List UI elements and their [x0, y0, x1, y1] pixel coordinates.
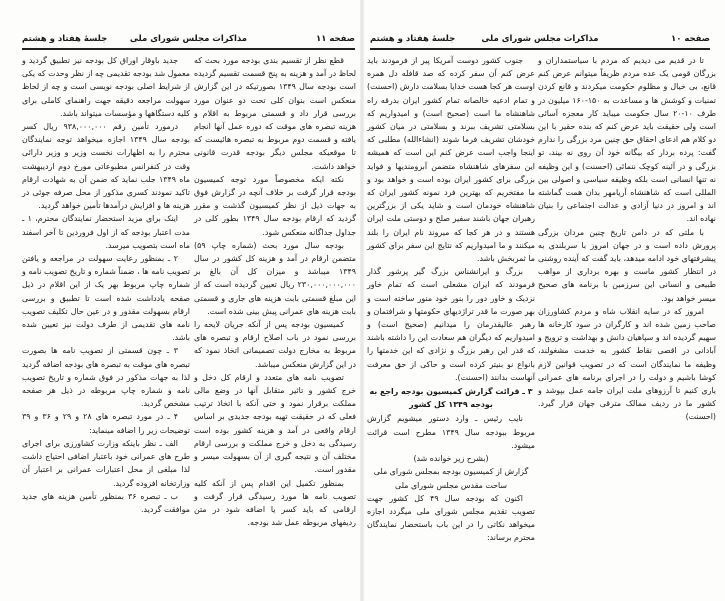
text-column: [538, 54, 716, 424]
paragraph: تصویب نامه های متعدد و ارقام کل دخل و خرج کشور و تاثیر متقابل آنها در وضع مالی مملکت برقرار نمود و حتی آنکه با اتخاذ ترتیب فعلی که در حقیقت تهیه بودجه جدیدی بر اساس ارقام واقعی در آمد و هزینه کشور بوده است رسیدگی به دخل و خرج مملکت و بررسی ارقام مختلف آن و نتیجه گیری از آن بسهولت میسر و مقدور است.: [194, 372, 356, 475]
paragraph: جنوب کشور دوست آمریکا پیر از فرمودند باید عرض کنم آن سفر کرده که صد قافله دل همره اوست هر کجا هست خدایا بسلامت دارش (احسنت) و تمام ادعیه خالصانه تمام کشور ایران بدرقه راه شاهنشاه ما است (صحیح است) و امیدواریم که بسلامتی تشریف ببرند و بسلامتی در میان کشور خودشان تشریف فرما شوند (انشاءالله) مطلبی که اینجا واجب است عرض کنم این است که همیشه این سفرهای شاهنشاه متضمن آبرومندیها و فواید بزرگی برای کشور ایران بوده است و خواهد بود و ما مفتخریم که بهترین فرد نمونه کشور ایران که شاهنشاه خودمان است و شاید یکی از بزرگترین رهبران جهان باشند سفیر صلح و دوستی ملت ایران هستند و در هر کجا که میروند نام ایران را بلند میکنند و ما امیدواریم که نتایج این سفر برای کشور ما ثمربخش باشد.: [367, 56, 535, 264]
running-title: مذاکرات مجلس شورای ملی: [129, 34, 248, 44]
paragraph: الف ـ نظر باینکه وزارت کشاورزی برای اجرای طرح های عمرانی خود باعتبار اضافی احتیاج داشت لذا مبلغی از محل اعتبارات عمرانی بر اعتبار آن وزارتخانه افزوده گردید.: [22, 438, 190, 488]
paragraph: نایب رئیس ـ وارد دستور میشویم گزارش مربوط ببودجه سال ۱۳۴۹ مطرح است قرائت میشود.: [367, 414, 535, 450]
paragraph: تا در قدیم می دیدیم که مردم با سیاستمداران و بزرگان قومی یک عده مردم ظریفاً میتوانم عرض کنم قانع، بی خیال و مظلوم حکومت میکردند و قانع کردن تمنیات و کوشش ها و مساعدت به ۱۵۰-۱۶۰ میلیون در طرف ۱۰-۲۰ سال حکومت میباید کار معجزه آسائی است ولی حقیقت باید عرض کنم که بنده حقیر با این دو کلام هم ادعای احقاق حق چنین مرد بزرگی را ندارم گفت: پرده بردار که بیگانه خود آن روی نه بیند، تو بزرگی و در آئینه کوچک ننمائی (احسنت) و این وظیفه نه تنها انسانی است بلکه وظیفه سیاسی و اصولی بین المللی است که شاهنشاه آریامهر بدان همت گماشته اند و امروز در دنیا آزادی و عدالت اجتماعی را بنیان نهاده اند.: [538, 56, 716, 224]
paragraph: قطع نظر از تقسیم بندی بودجه مورد بحث که لحاظ در آمد و هزینه به پنج قسمت تقسیم گردیده است بودجه سال ۱۳۴۹ بصورتیکه در این گزارش منعکس است بنوان کلی تحت دو عنوان مورد بررسی قرار داد و قسمتی مربوط به اقلام و هزینه تبصره های موقت که دوره عمل آنها انجام یافته و قسمت دوم مربوط به تبصره هائیست که تا موقعیکه مجلس دیگر بودجه قدرت قانونی خواهد داشت.: [194, 56, 356, 171]
paragraph: بودجه سال مورد بحث (شماره چاپ ۵۹) متضمن ارقام در آمد و هزینه کل کشور در سال ۱۳۴۹ میباشد و میزان کل آن بالغ بر ۲۳۰,۰۰۰,۰۰۰,۰۰۰ ریال تعیین گردیده است که از این مبلغ قسمتی بابت هزینه های جاری و قسمتی بابت هزینه های عمرانی پیش بینی شده است.: [194, 240, 356, 316]
paragraph: جدید باوقار اوراق کل بودجه نیز تطبیق گردید و معمول شد بودجه تقدیمی چه از نظر وحدت که یکی از شرایط اصلی بودجه نویسی است و چه از لحاظ سهولت مراجعه دقیقه جهت راهنمای کاملی برای کلیه دستگاهها و مؤسسات میتواند باشد.: [22, 56, 190, 118]
section-heading: ۳ ـ قرائت گزارش کمیسیون بودجه راجع به بودجه ۱۳۴۹ کل کشور: [369, 387, 533, 410]
centered-line: گزارش از کمیسیون بودجه بمجلس شورای ملی: [373, 467, 529, 477]
page-number: صفحه ۱۱: [316, 34, 355, 44]
paragraph: امروز که در سایه انقلاب شاه و مردم کشاورزان صاحب زمین شده اند و کارگران در سود کارخانه ها سهیم گردیده اند و سپاهیان دانش و بهداشت و ترویج و آبادانی در اقصی نقاط کشور به خدمت مشغولند، وظیفه ما نمایندگان است که در تصویب قوانین لازم کوشا باشیم و دولت را در اجرای برنامه های عمرانی یاری کنیم تا آرزوهای ملت ایران جامه عمل بپوشد و کشور ما در ردیف ممالک مترقی جهان قرار گیرد. (احسنت): [538, 306, 716, 422]
paragraph: با ملتی که در دامن تاریخ چنین مردان بزرگی پرورش داده است و در جهان امروز با سربلندی به پیشرفتهای خود ادامه میدهد، باید گفت که آینده روشنی در انتظار کشور ماست و بهره برداری از مواهب طبیعی و انسانی این سرزمین با برنامه های صحیح میسر خواهد بود.: [538, 227, 716, 303]
paragraph: نکته ایکه مخصوصاً مورد توجه کمیسیون بودجه قرار گرفت بر خلاف آنچه در گزارش فوق به جهات ذیل از نظر کمیسیون گذشت و مقرر گردید که ارقام بودجه سال ۱۳۴۹ بطور کلی در جداول جداگانه منعکس شود.: [194, 174, 357, 237]
paragraph: بمنظور تکمیل این اقدام پس از آنکه کلیه تصویب نامه ها مورد رسیدگی قرار گرفت و ارقامی که باید کسر یا اضافه شود در متن ردیفهای مربوطه عمل شد بودجه.: [194, 478, 356, 528]
paragraph: ب ـ تبصره ۳۶ بمنظور تأمین هزینه های جدید موافقت گردید.: [22, 491, 190, 514]
page-header-left: [22, 34, 355, 50]
paragraph: ۳ ـ چون قسمتی از تصویب نامه ها بصورت تبصره های موقت به تبصره های بودجه اضافه گردید لذا به جهات مذکور در فوق شماره و تاریخ تصویب نامه و شماره چاپ مربوطه در ذیل هر صفحه مشخص گردید.: [22, 346, 190, 409]
running-title: مذاکرات مجلس شورای ملی: [481, 34, 599, 44]
paragraph: کمیسیون بودجه پس از آنکه جریان لایحه را بررسی نمود در باب اصلاح ارقام و تبصره های مربوط به مخارج دولت تصمیماتی اتخاذ نمود که در این گزارش منعکس میباشد.: [194, 320, 356, 369]
paragraph: اکنون که بودجه سال ۴۹ کل کشور جهت تصویب تقدیم مجلس شورای ملی میگردد اجازه میخواهد نکاتی را در این باب باستحضار نمایندگان محترم برساند:: [367, 493, 535, 543]
paragraph: ۴ ـ در مورد تبصره های ۲۸ و ۲۹ و ۳۶ و ۳۹ توضیحات زیر را اضافه مینماید:: [22, 412, 190, 435]
centered-line: (بشرح زیر خوانده شد): [413, 454, 489, 464]
paragraph: بزرگ و ایرانشناس بزرگ گیر پرشور گذار فرمودند که ایران مشعلی است که تمام خاور نزدیک و خاور دور را بنور خود منور ساخته است و بهر صورت ما قدر تراژدیهای حکومتها و شرافتمان و رهبر عالیقدرمان را میدانیم (صحیح است) و امیدواریم که دیگران هم سعادت این را داشته باشند که قدر این رهبر بزرگ و نژادی که این خدمتها را بانواع نو بنیتر کرده است و حاکی از حق معرفت آنهاست بدانند (احسنت).: [367, 267, 535, 382]
text-column: [367, 54, 535, 545]
paragraph: اینک برای مزید استحضار نمایندگان محترم، ۱ ـ مدت اعتبار بودجه که از اول فروردین تا آخر اسفند ماه است بتصویب میرسد.: [22, 214, 190, 250]
page-number: صفحه ۱۰: [671, 34, 710, 44]
session-title: جلسهٔ هفتاد و هشتم: [22, 34, 108, 44]
session-title: جلسهٔ هفتاد و هشتم: [370, 34, 456, 44]
paragraph: درمورد تأمین رقم ۹۳۸,۰۰۰,۰۰۰ ریال کسر بودجه سال ۱۳۴۹ اجازه میخواهد توجه نمایندگان محترم را به اظهارات نخست وزیر و وزیر دارائی وقت در کنفرانس مطبوعاتی مورخ دوم اردیبهشت ماه ۱۳۴۹ جلب نماید که ضمن آن به شهادت ارقام تاکید نمودند کسری مذکور از محل صرفه جوئی در هزینه ها و افزایش درآمدها تأمین خواهد گردید.: [22, 122, 190, 211]
paragraph: ۲ ـ بمنظور رعایت سهولت در مراجعه و یافتن تصویب نامه ها ، ضمناً شماره و تاریخ تصویب نامه و شماره چاپ مربوط بهر یک از این اقلام در ذیل صفحه یادداشت شده است تا تطبیق و بررسی ارقام بسهولت مقدور و در عین حال تکلیف تصویب نامه های تقدیمی از طرف دولت نیز تعیین شده باشد.: [22, 254, 190, 343]
text-column: [194, 54, 356, 529]
centered-line: ساحت مقدس مجلس شورای ملی: [395, 480, 507, 490]
text-column: [22, 54, 190, 516]
page-header-right: [370, 34, 710, 50]
